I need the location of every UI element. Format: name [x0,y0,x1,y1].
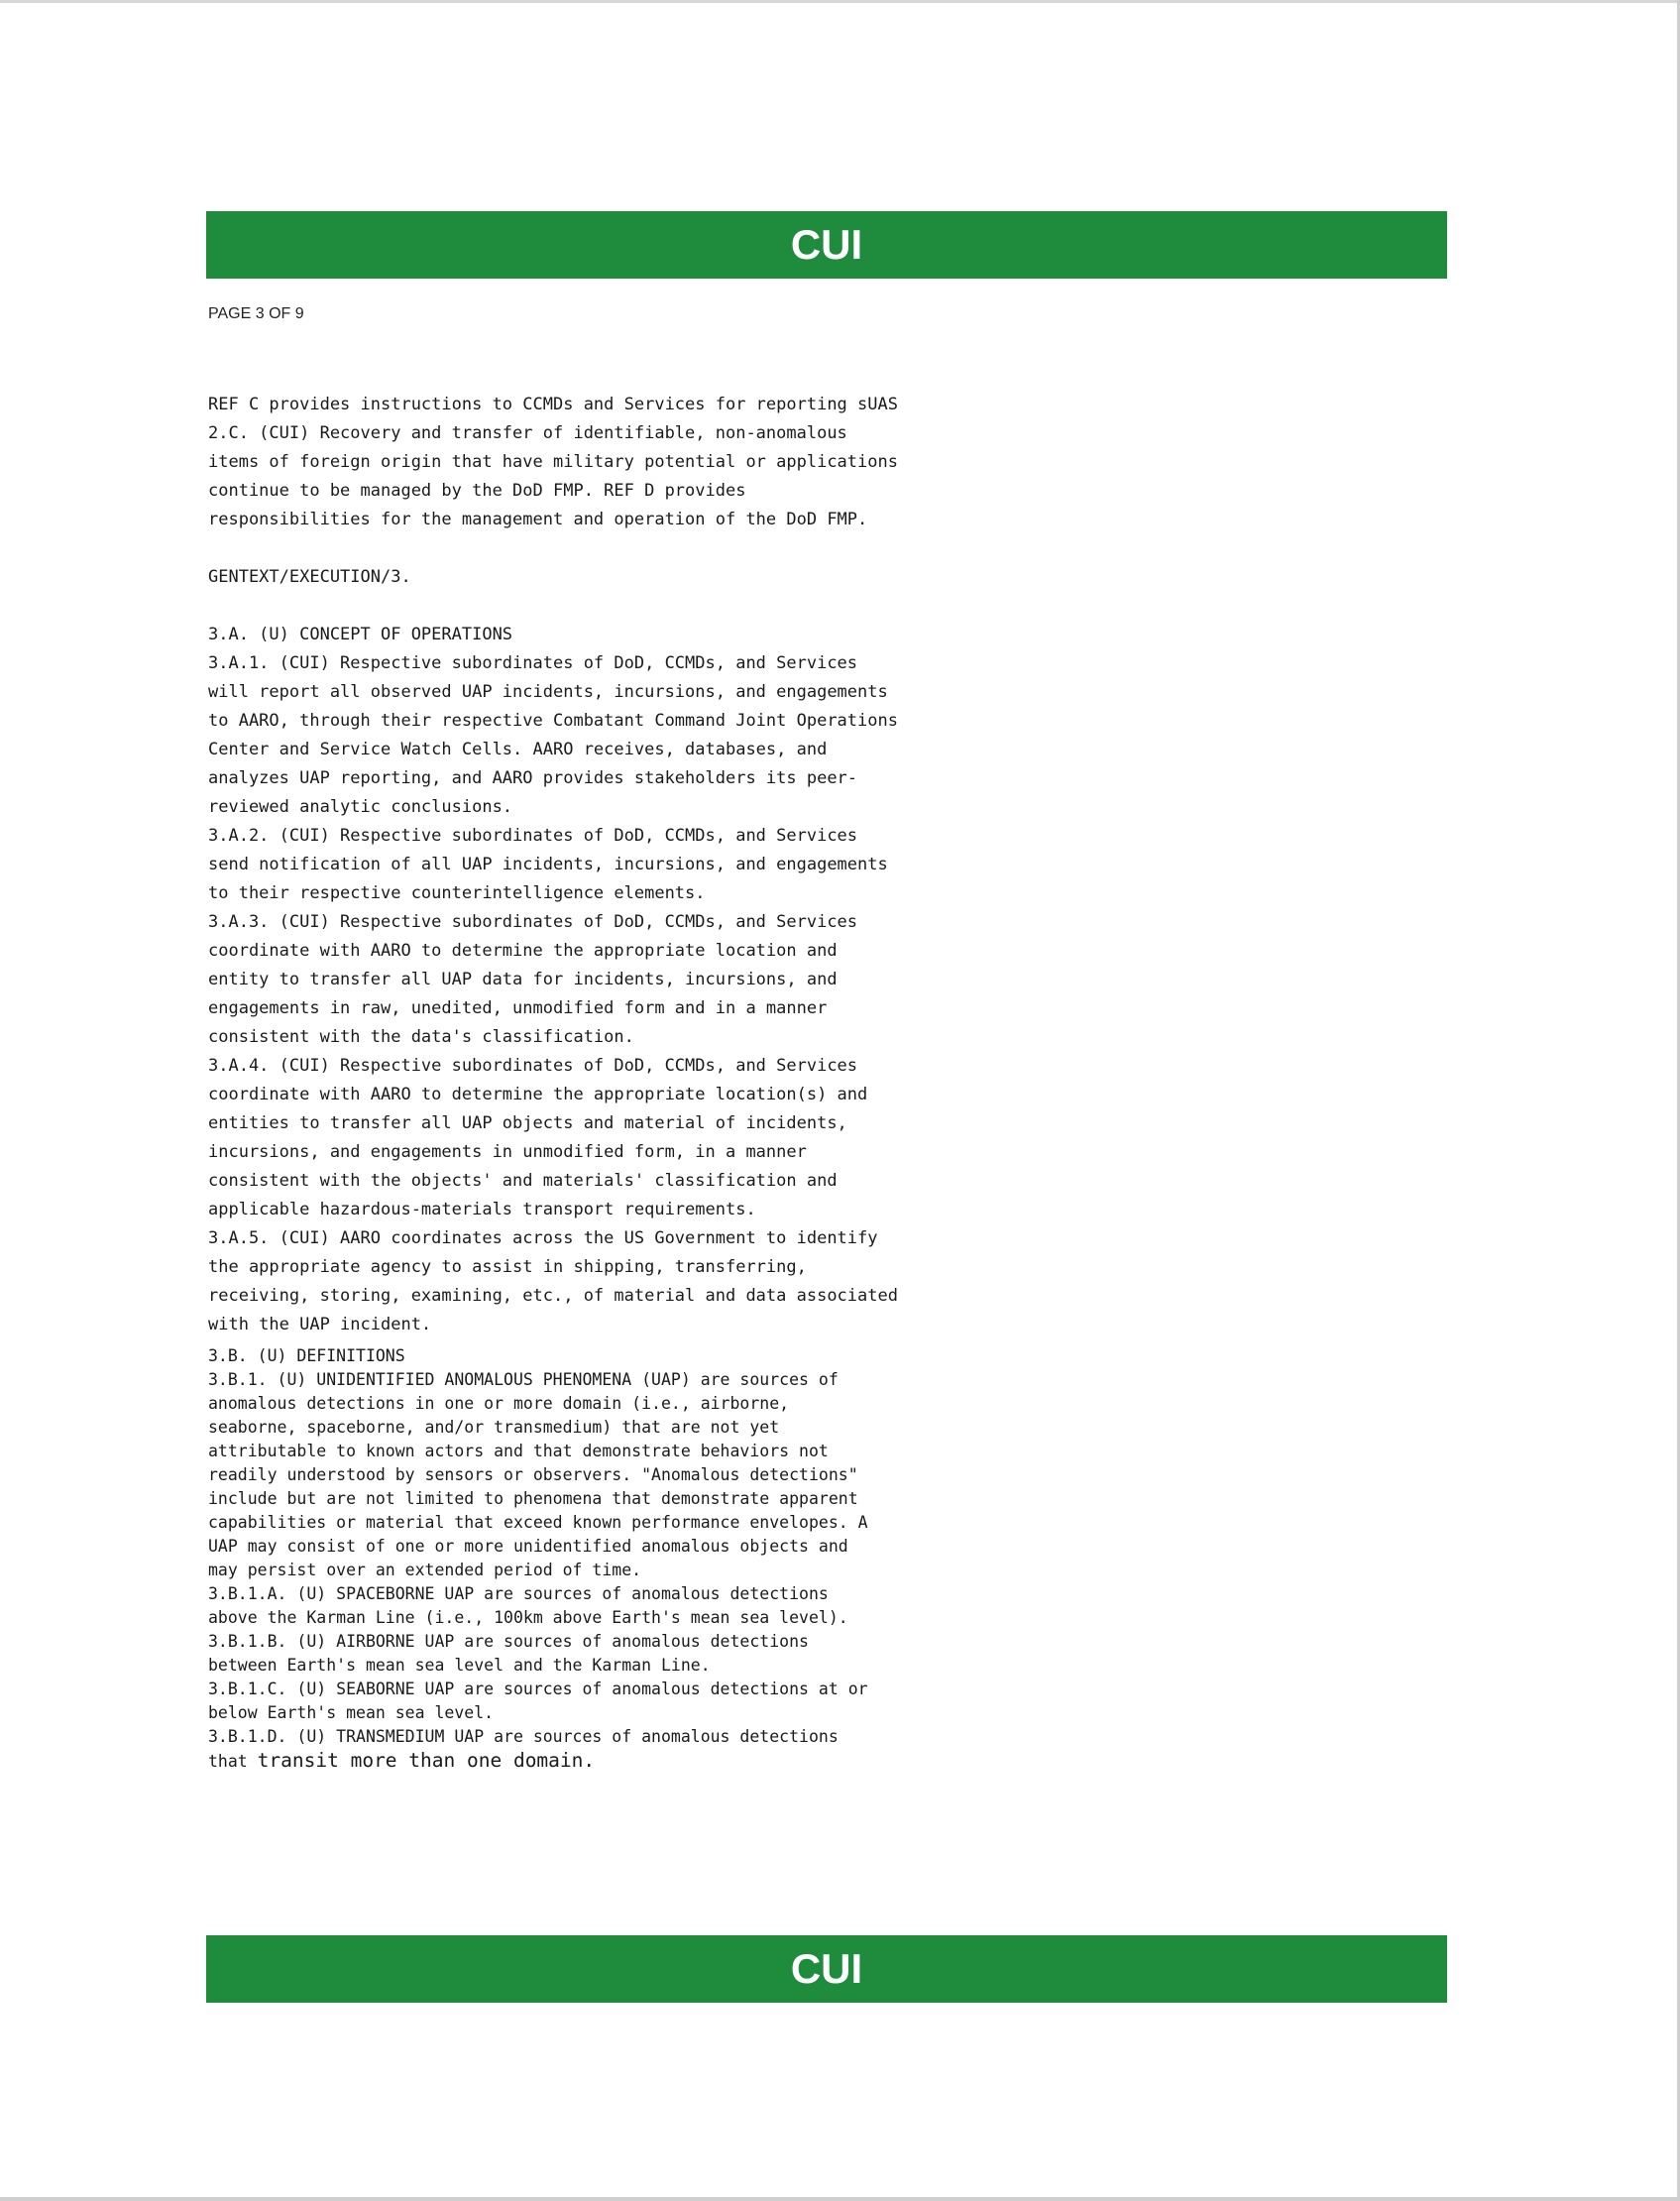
text-line: to AARO, through their respective Combatant Command Joint Operations [208,711,898,731]
text-line: UAP may consist of one or more unidentified anomalous objects and [208,1537,848,1556]
text-line: 3.A.3. (CUI) Respective subordinates of DoD, CCMDs, and Services [208,912,858,932]
text-line: Center and Service Watch Cells. AARO receives, databases, and [208,740,828,759]
text-line: may persist over an extended period of time. [208,1561,642,1579]
text-line: engagements in raw, unedited, unmodified form and in a manner [208,998,828,1018]
text-line: receiving, storing, examining, etc., of material and data associated [208,1286,898,1306]
text-line: 3.A.1. (CUI) Respective subordinates of DoD, CCMDs, and Services [208,653,858,673]
text-line: continue to be managed by the DoD FMP. REF D provides [208,481,746,501]
text-line: anomalous detections in one or more domain (i.e., airborne, [208,1394,790,1413]
text-line: coordinate with AARO to determine the appropriate location(s) and [208,1085,868,1104]
text-line: 3.B.1.C. (U) SEABORNE UAP are sources of anomalous detections at or [208,1680,868,1698]
text-line: GENTEXT/EXECUTION/3. [208,567,411,587]
text-line-final [208,1749,868,1774]
text-line: 3.A.2. (CUI) Respective subordinates of DoD, CCMDs, and Services [208,826,858,846]
cui-banner-bottom [206,1935,1447,2003]
text-line: entity to transfer all UAP data for incidents, incursions, and [208,970,838,989]
text-line: 3.B.1. (U) UNIDENTIFIED ANOMALOUS PHENOMENA (UAP) are sources of [208,1370,839,1389]
text-line: include but are not limited to phenomena that demonstrate apparent [208,1489,858,1508]
cui-banner-label: CUI [790,221,863,268]
text-line: 3.B. (U) DEFINITIONS [208,1346,405,1365]
text-line: will report all observed UAP incidents, incursions, and engagements [208,682,888,702]
text-line: 3.B.1.D. (U) TRANSMEDIUM UAP are sources of anomalous detections [208,1727,839,1746]
text-line: analyzes UAP reporting, and AARO provides stakeholders its peer- [208,768,858,788]
text-line: 3.A.4. (CUI) Respective subordinates of DoD, CCMDs, and Services [208,1056,858,1076]
text-line: the appropriate agency to assist in shipping, transferring, [208,1257,807,1277]
text-line: to their respective counterintelligence elements. [208,883,706,903]
cui-banner-top [206,211,1447,279]
text-line: with the UAP incident. [208,1315,432,1334]
text-line [208,534,898,563]
text-line: 2.C. (CUI) Recovery and transfer of identifiable, non-anomalous [208,423,847,443]
text-line: 3.A. (U) CONCEPT OF OPERATIONS [208,625,513,644]
text-line: above the Karman Line (i.e., 100km above Earth's mean sea level). [208,1608,848,1627]
text-line: seaborne, spaceborne, and/or transmedium) that are not yet [208,1418,780,1437]
text-line: incursions, and engagements in unmodified form, in a manner [208,1142,807,1162]
scan-edge-bottom [0,2197,1680,2201]
cui-banner-label: CUI [790,1945,863,1992]
text-line: capabilities or material that exceed known performance envelopes. A [208,1513,868,1532]
body-text-section-1 [208,391,898,1339]
text-line: 3.B.1.A. (U) SPACEBORNE UAP are sources of anomalous detections [208,1584,829,1603]
text-line: below Earth's mean sea level. [208,1703,495,1722]
text-line: 3.B.1.B. (U) AIRBORNE UAP are sources of anomalous detections [208,1632,809,1651]
text-line: 3.A.5. (CUI) AARO coordinates across the US Government to identify [208,1228,878,1248]
text-line: entities to transfer all UAP objects and material of incidents, [208,1113,847,1133]
scan-edge-top [0,0,1680,3]
text-line: send notification of all UAP incidents, incursions, and engagements [208,855,888,874]
text-line: reviewed analytic conclusions. [208,797,513,817]
text-line: items of foreign origin that have military potential or applications [208,452,898,472]
text-line-final-suffix: transit more than one domain. [257,1749,596,1772]
text-line: attributable to known actors and that demonstrate behaviors not [208,1442,829,1460]
text-line: readily understood by sensors or observers. "Anomalous detections" [208,1465,858,1484]
text-line: applicable hazardous-materials transport requirements. [208,1200,756,1219]
text-line-final-prefix: that [208,1752,258,1771]
text-line: consistent with the objects' and materials' classification and [208,1171,838,1191]
text-line: coordinate with AARO to determine the appropriate location and [208,941,838,961]
page-number: PAGE 3 OF 9 [208,305,304,322]
text-line: between Earth's mean sea level and the Karman Line. [208,1656,711,1675]
text-line: consistent with the data's classification. [208,1027,634,1047]
text-line: responsibilities for the management and operation of the DoD FMP. [208,510,868,529]
body-text-section-2 [208,1344,868,1774]
text-line: REF C provides instructions to CCMDs and Services for reporting sUAS [208,395,898,414]
text-line [208,592,898,621]
